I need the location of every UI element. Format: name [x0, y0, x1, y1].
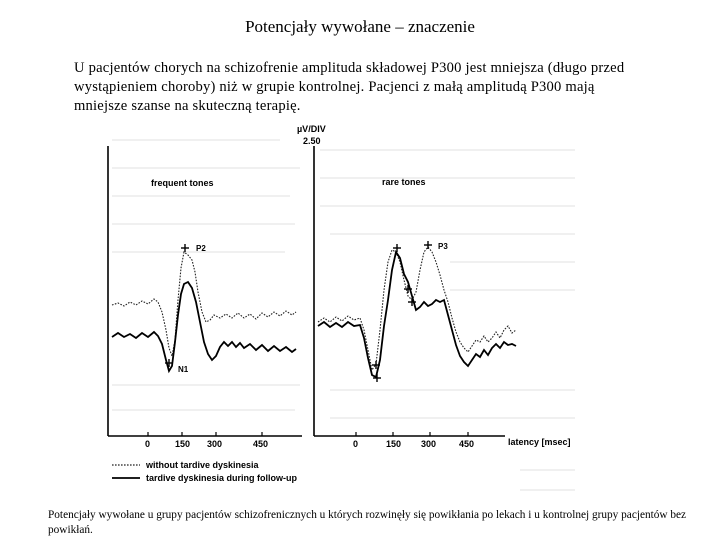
peak-label-n1: N1 — [178, 365, 189, 374]
axes — [108, 146, 505, 436]
x-tick-label-left: 0 — [145, 439, 151, 449]
peak-markers-right — [372, 241, 432, 382]
trace-rare-with-td — [318, 252, 516, 377]
peak-label-p3: P3 — [438, 242, 448, 251]
peak-label-p2: P2 — [196, 244, 206, 253]
figure-caption: Potencjały wywołane u grupy pacjentów schizofrenicznych u których rozwinęły się powikłania po lekach i u kontrolnej grupy pacjentów bez powikłań. — [48, 509, 687, 536]
legend-label-dotted: without tardive dyskinesia — [146, 460, 259, 470]
legend — [112, 460, 298, 483]
legend-label-solid: tardive dyskinesia during follow-up — [146, 473, 298, 483]
trace-frequent-with-td — [112, 282, 296, 371]
scale-label-value: 2.50 — [303, 136, 321, 146]
x-tick-label-right: 150 — [386, 439, 402, 449]
panel-label-rare: rare tones — [382, 177, 426, 187]
intro-paragraph: U pacjentów chorych na schizofrenie amplituda składowej P300 jest mniejsza (długo przed wystąpieniem choroby) niż w grupie kontrolnej. Pacjenci z małą amplitudą P300 mają mniejsze szanse na skuteczną terapię. — [74, 60, 625, 114]
panel-label-frequent: frequent tones — [151, 178, 214, 188]
slide-title: Potencjały wywołane – znaczenie — [245, 17, 475, 36]
x-tick-label-right: 450 — [459, 439, 475, 449]
scale-label-unit: µV/DIV — [297, 124, 326, 134]
x-tick-label-left: 300 — [207, 439, 223, 449]
x-tick-label-left: 150 — [175, 439, 191, 449]
background-scan-texture — [112, 140, 575, 490]
x-tick-label-right: 0 — [353, 439, 359, 449]
peak-markers-left — [165, 244, 189, 367]
x-tick-label-right: 300 — [421, 439, 437, 449]
x-axis-label: latency [msec] — [508, 437, 571, 447]
x-tick-label-left: 450 — [253, 439, 269, 449]
